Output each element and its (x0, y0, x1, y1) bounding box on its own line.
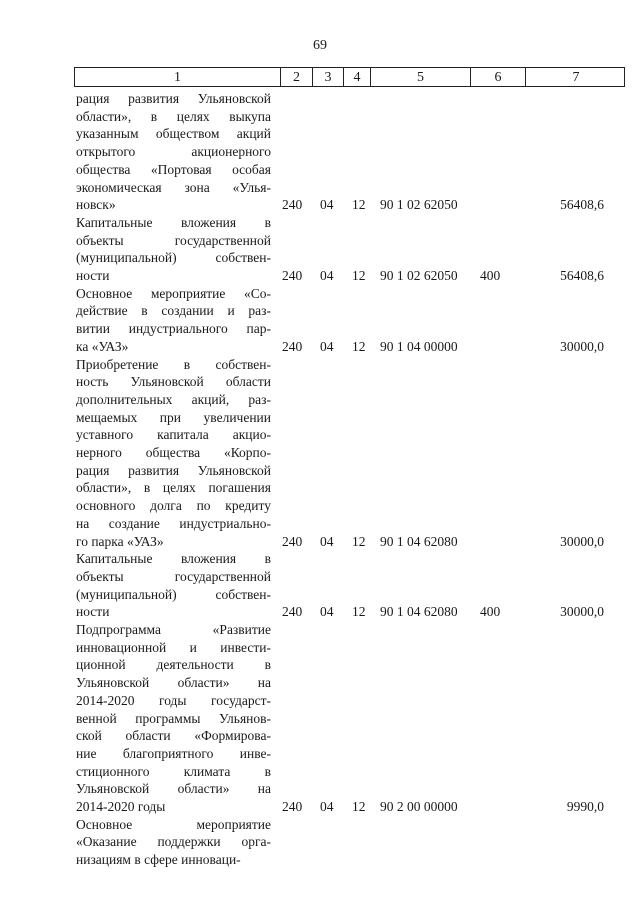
cell-c3: 04 (320, 799, 334, 814)
cell-c3: 04 (320, 533, 334, 549)
table-row-text (76, 550, 271, 621)
row-text-line: Основное мероприятие (76, 816, 271, 832)
row-text-line: венной программы Ульянов- (76, 710, 271, 726)
cell-c2: 240 (282, 799, 303, 814)
header-col-2: 2 (280, 68, 312, 86)
cell-c4: 12 (352, 268, 366, 283)
row-text-line: экономическая зона «Улья- (76, 179, 271, 195)
row-text-line: рация развития Ульяновской (76, 462, 271, 478)
cell-c7: 56408,6 (560, 197, 604, 213)
row-text-line: Капитальные вложения в (76, 551, 271, 567)
row-text-line: ционной деятельности в (76, 657, 271, 673)
row-text-line: витии индустриального пар- (76, 321, 271, 337)
cell-c7: 9990,0 (566, 799, 604, 814)
cell-c4: 12 (352, 799, 366, 814)
row-text-line: уставного капитала акцио- (76, 427, 271, 443)
row-text-line: указанным обществом акций (76, 126, 271, 142)
row-text-line: инновационной и инвести- (76, 639, 271, 655)
table-header (74, 67, 625, 87)
row-text-line: объекты государственной (76, 568, 271, 584)
row-text-line: 2014-2020 годы государст- (76, 692, 271, 708)
row-text-line: стиционного климата в (76, 763, 271, 779)
cell-c5: 90 1 04 00000 (380, 338, 458, 354)
cell-c4: 12 (352, 338, 366, 354)
cell-c5: 90 1 04 62080 (380, 533, 458, 549)
row-text-line: области», в целях погашения (76, 480, 271, 496)
table-row-text (76, 214, 271, 285)
cell-c5: 90 1 04 62080 (380, 604, 458, 620)
table-row-text (76, 285, 271, 356)
cell-c4: 12 (352, 604, 366, 620)
cell-c7: 30000,0 (560, 604, 604, 620)
header-col-4: 4 (343, 68, 370, 86)
row-text-line: ской области «Формирова- (76, 728, 271, 744)
cell-c7: 56408,6 (560, 268, 604, 283)
cell-c3: 04 (320, 197, 334, 213)
row-text-line: (муниципальной) собствен- (76, 250, 271, 266)
row-text-line: Приобретение в собствен- (76, 356, 271, 372)
row-text-line: области», в целях выкупа (76, 108, 271, 124)
cell-c2: 240 (282, 197, 303, 213)
cell-c6: 400 (480, 604, 501, 620)
table-row-text (76, 621, 271, 816)
row-text-line: Основное мероприятие «Со- (76, 285, 271, 301)
table-row-text (76, 90, 271, 214)
row-text-line: новск» (76, 197, 116, 213)
cell-c4: 12 (352, 533, 366, 549)
cell-c2: 240 (282, 604, 303, 620)
row-text-line: открытого акционерного (76, 144, 271, 160)
header-col-1: 1 (174, 70, 181, 85)
cell-c3: 04 (320, 268, 334, 283)
row-text-line: низациям в сфере инноваци- (76, 852, 241, 868)
cell-c4: 12 (352, 197, 366, 213)
row-text-line: Капитальные вложения в (76, 214, 271, 230)
row-text-line: общества «Портовая особая (76, 161, 271, 177)
row-text-line: (муниципальной) собствен- (76, 586, 271, 602)
header-col-5: 5 (370, 68, 470, 86)
cell-c3: 04 (320, 338, 334, 354)
row-text-line: действие в создании и раз- (76, 303, 271, 319)
row-text-line: объекты государственной (76, 232, 271, 248)
cell-c2: 240 (282, 268, 303, 283)
row-text-line: рация развития Ульяновской (76, 91, 271, 106)
row-text-line: 2014-2020 годы (76, 799, 166, 815)
cell-c7: 30000,0 (560, 533, 604, 549)
row-text-line: Подпрограмма «Развитие (76, 622, 271, 637)
table-row-text (76, 356, 271, 551)
cell-c5: 90 2 00 00000 (380, 799, 458, 814)
cell-c5: 90 1 02 62050 (380, 197, 458, 213)
cell-c6: 400 (480, 268, 501, 283)
row-text-line: основного долга по кредиту (76, 498, 271, 514)
table-row-text (76, 816, 271, 869)
row-text-line: ние благоприятного инве- (76, 745, 271, 761)
cell-c5: 90 1 02 62050 (380, 268, 458, 283)
cell-c3: 04 (320, 604, 334, 620)
row-text-line: нерного общества «Корпо- (76, 445, 271, 461)
row-text-line: Ульяновской области» на (76, 675, 271, 691)
cell-c2: 240 (282, 338, 303, 354)
row-text-line: на создание индустриально- (76, 515, 271, 531)
row-text-line: ности (76, 604, 110, 620)
row-text-line: Ульяновской области» на (76, 781, 271, 797)
row-text-line: ность Ульяновской области (76, 374, 271, 390)
cell-c2: 240 (282, 533, 303, 549)
row-text-line: дополнительных акций, раз- (76, 391, 271, 407)
header-col-7: 7 (525, 68, 626, 86)
row-text-line: ка «УАЗ» (76, 338, 129, 354)
header-col-6: 6 (470, 68, 525, 86)
row-text-line: го парка «УАЗ» (76, 533, 164, 549)
row-text-line: мещаемых при увеличении (76, 409, 271, 425)
header-col-3: 3 (312, 68, 343, 86)
row-text-line: ности (76, 268, 110, 283)
row-text-line: «Оказание поддержки орга- (76, 834, 271, 850)
cell-c7: 30000,0 (560, 338, 604, 354)
page-number: 69 (313, 38, 327, 53)
